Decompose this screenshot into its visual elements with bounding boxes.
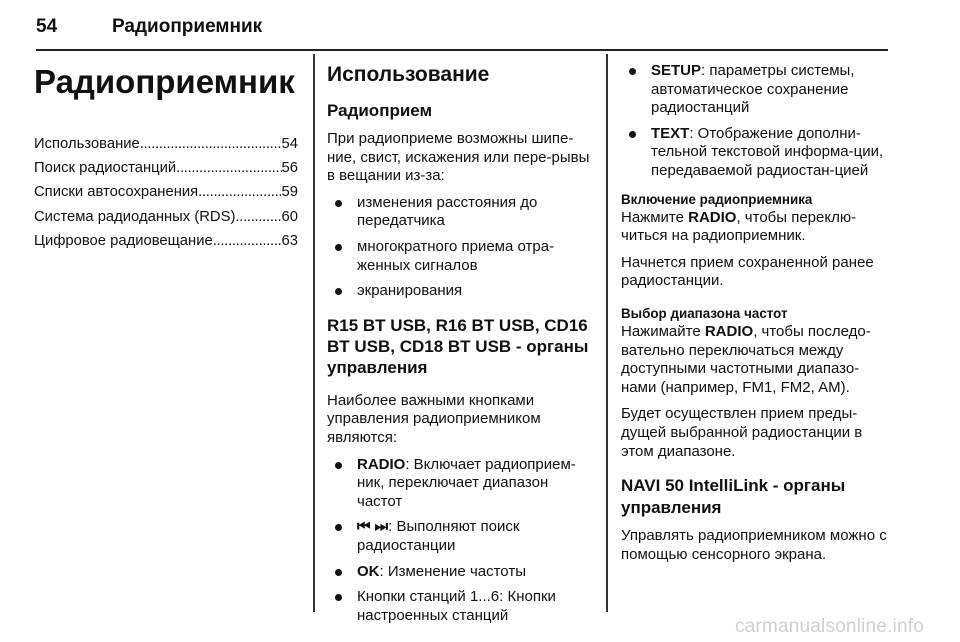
watermark: carmanualsonline.info	[734, 616, 924, 637]
reception-intro: При радиоприеме возможны шипе-ние, свист, искажения или пере-рывы в вещании из-за:	[327, 130, 590, 185]
button-name-text: TEXT	[651, 124, 690, 142]
toc-entry[interactable]	[34, 229, 298, 253]
list-item-text: изменения расстояния до передатчика	[357, 193, 538, 230]
button-name-ok: OK	[357, 562, 380, 580]
toc-entry-page: 59	[281, 184, 298, 201]
toc-entry[interactable]	[34, 156, 298, 180]
chapter-title: Радиоприемник	[34, 63, 295, 100]
list-item-text: : параметры системы, автоматическое сохранение радиостанций	[651, 62, 855, 117]
band-paragraph	[621, 323, 891, 397]
controls-heading: R15 BT USB, R16 BT USB, CD16 BT USB, CD18 BT USB - органы управления	[327, 315, 589, 377]
seek-prev-next-icon: ⏮ ⏭	[357, 518, 389, 536]
page-number: 54	[36, 16, 58, 37]
list-item	[327, 588, 593, 625]
bullet-icon	[335, 569, 342, 576]
bullet-icon	[629, 68, 636, 75]
column-divider-2	[606, 54, 608, 612]
section-heading-usage: Использование	[327, 63, 490, 86]
bullet-icon	[335, 524, 342, 531]
switch-on-note: Начнется прием сохраненной ранее радиостанции.	[621, 253, 874, 290]
button-name-radio: RADIO	[688, 208, 737, 226]
list-item	[327, 456, 593, 512]
bullet-icon	[335, 200, 342, 207]
toc-entry-page: 56	[281, 160, 298, 177]
text-run: Нажимайте	[621, 322, 705, 340]
band-note: Будет осуществлен прием преды-дущей выбранной радиостанции в этом диапазоне.	[621, 405, 863, 460]
subsection-heading-reception: Радиоприем	[327, 101, 433, 120]
list-item	[621, 62, 891, 118]
text-run: Нажмите	[621, 208, 689, 226]
chapter-toc-column	[34, 62, 298, 253]
controls-intro: Наиболее важными кнопками управления радиоприемником являются:	[327, 391, 541, 446]
subsection-heading-band: Выбор диапазона частот	[621, 305, 788, 321]
list-item-text: многократного приема отра-женных сигналов	[357, 237, 555, 274]
controls-continued-column	[621, 62, 891, 572]
text-run: , чтобы переклю-читься на радиоприемник.	[621, 208, 857, 245]
toc-entry-label: Поиск радиостанций	[34, 160, 177, 177]
column-divider-1	[313, 54, 315, 612]
toc-dot-leader	[235, 205, 281, 229]
list-item	[621, 125, 891, 181]
toc-entry-page: 63	[281, 232, 298, 249]
list-item-text: : Выполняют поиск радиостанции	[357, 518, 520, 554]
text-run: , чтобы последо-вательно переключаться между доступными частотными диапазо-нами (например, FM1, FM2, AM).	[621, 322, 871, 396]
bullet-icon	[335, 462, 342, 469]
button-name-radio: RADIO	[357, 455, 406, 473]
toc-entry-label: Цифровое радиовещание	[34, 232, 213, 249]
toc-entry[interactable]	[34, 132, 298, 156]
list-item	[327, 194, 593, 231]
toc-entry[interactable]	[34, 180, 298, 204]
list-item-text: : Изменение частоты	[379, 562, 526, 580]
controls-list	[327, 456, 593, 626]
navi-paragraph: Управлять радиоприемником можно с помощью сенсорного экрана.	[621, 527, 887, 563]
toc-entry-page: 54	[281, 136, 298, 152]
toc-entry-label: Списки автосохранения	[34, 184, 199, 201]
toc-dot-leader	[213, 229, 282, 253]
header-rule	[36, 49, 888, 51]
page-header	[36, 14, 888, 52]
running-title: Радиоприемник	[112, 16, 263, 37]
toc-entry-label: Использование	[34, 136, 140, 152]
button-name-radio: RADIO	[704, 322, 754, 340]
subsection-heading-switch-on: Включение радиоприемника	[621, 191, 813, 207]
usage-column	[327, 62, 593, 635]
bullet-icon	[629, 131, 636, 138]
toc-list	[34, 132, 298, 253]
toc-dot-leader	[176, 156, 281, 180]
list-item-text: : Включает радиоприем-ник, переключает диапазон частот	[357, 455, 576, 510]
toc-entry[interactable]	[34, 205, 298, 229]
toc-dot-leader	[140, 132, 282, 156]
interference-causes-list	[327, 194, 593, 301]
list-item-text: экранирования	[357, 282, 463, 300]
list-item-text: Кнопки станций 1...6: Кнопки настроенных станций	[357, 588, 556, 624]
toc-dot-leader	[198, 180, 281, 204]
button-name-setup: SETUP	[651, 62, 702, 79]
list-item	[327, 518, 593, 555]
toc-entry-page: 60	[281, 208, 298, 225]
switch-on-paragraph	[621, 209, 891, 246]
bullet-icon	[335, 288, 342, 295]
bullet-icon	[335, 594, 342, 601]
toc-entry-label: Система радиоданных (RDS)	[34, 208, 236, 225]
navi-controls-heading: NAVI 50 IntelliLink - органы управления	[621, 476, 846, 518]
bullet-icon	[335, 244, 342, 251]
list-item	[327, 282, 593, 301]
list-item	[327, 238, 593, 275]
controls-list-continued	[621, 62, 891, 181]
list-item	[327, 563, 593, 582]
list-item-text: : Отображение дополни-тельной текстовой информа-ции, передаваемой радиостан-цией	[651, 124, 884, 179]
